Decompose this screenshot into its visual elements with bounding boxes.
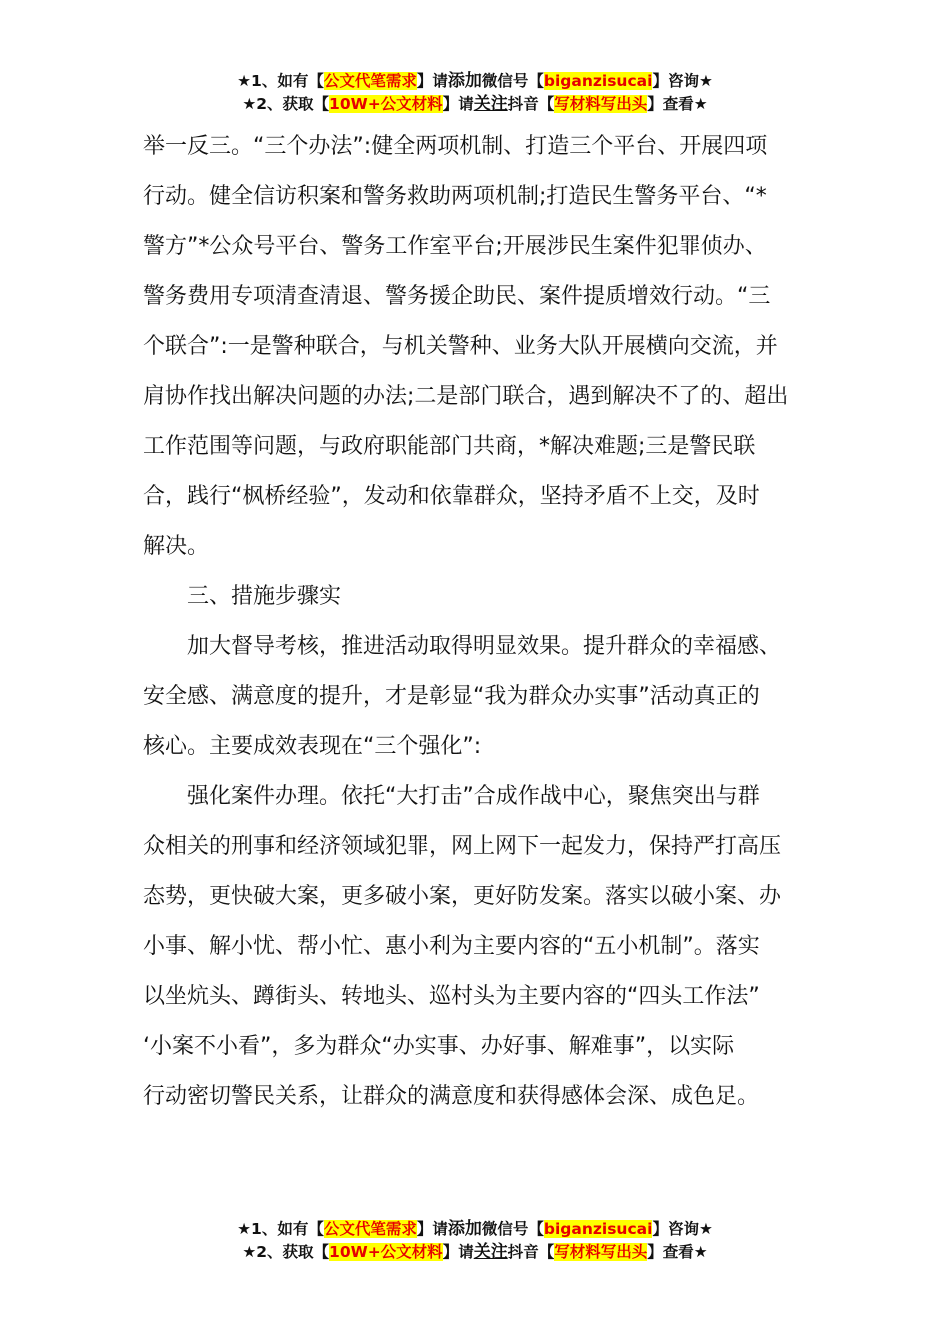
promo-emphasis: 添加 [447, 71, 482, 91]
promo-text: 微信号【 [481, 72, 544, 90]
document-body [143, 122, 807, 1122]
promo-text: 】查看★ [647, 1243, 708, 1261]
section-heading: 三、措施步骤实 [187, 584, 342, 609]
promo-text: 】请 [416, 1220, 448, 1238]
promo-text: ★2、获取【 [242, 95, 330, 113]
promo-highlight: 10W+公文材料 [329, 95, 443, 113]
promo-text: ★1、如有【 [237, 1220, 324, 1238]
body-line: 解决。 [143, 534, 210, 559]
promo-emphasis: 关注 [473, 94, 508, 114]
promo-line-2 [0, 1241, 950, 1264]
promo-text: 】请 [442, 95, 474, 113]
promo-highlight: 10W+公文材料 [329, 1243, 443, 1261]
body-line: 小事、解小忧、帮小忙、惠小利为主要内容的“五小机制”。落实 [143, 934, 760, 959]
promo-highlight: 写材料写出头 [554, 95, 648, 113]
body-line: 个联合”:一是警种联合，与机关警种、业务大队开展横向交流，并 [143, 334, 778, 359]
promo-text: ★2、获取【 [242, 1243, 330, 1261]
body-line: 以坐炕头、蹲街头、转地头、巡村头为主要内容的“四头工作法” [143, 984, 760, 1009]
promo-text: 】查看★ [647, 95, 708, 113]
promo-emphasis: 关注 [473, 1242, 508, 1262]
promo-highlight: biganzisucai [543, 1220, 653, 1238]
body-line: 加大督导考核，推进活动取得明显效果。提升群众的幸福感、 [187, 634, 782, 659]
body-line: 举一反三。“三个办法”:健全两项机制、打造三个平台、开展四项 [143, 134, 768, 159]
body-line: 警务费用专项清查清退、警务援企助民、案件提质增效行动。“三 [143, 284, 771, 309]
body-line: 核心。主要成效表现在“三个强化”: [143, 734, 482, 759]
body-line: 安全感、满意度的提升，才是彰显“我为群众办实事”活动真正的 [143, 684, 760, 709]
body-line: ‘小案不小看”，多为群众“办实事、办好事、解难事”，以实际 [143, 1034, 735, 1059]
body-line: 警方”*公众号平台、警务工作室平台;开展涉民生案件犯罪侦办、 [143, 234, 767, 259]
promo-line-1 [0, 1218, 950, 1241]
promo-text: 】咨询★ [652, 1220, 713, 1238]
promo-text: ★1、如有【 [237, 72, 324, 90]
promo-text: 抖音【 [507, 95, 555, 113]
body-line: 强化案件办理。依托“大打击”合成作战中心，聚焦突出与群 [187, 784, 760, 809]
promo-text: 】咨询★ [652, 72, 713, 90]
body-line: 态势，更快破大案，更多破小案，更好防发案。落实以破小案、办 [143, 884, 782, 909]
body-line: 众相关的刑事和经济领域犯罪，网上网下一起发力，保持严打高压 [143, 834, 782, 859]
promo-text: 抖音【 [507, 1243, 555, 1261]
body-line: 行动密切警民关系，让群众的满意度和获得感体会深、成色足。 [143, 1084, 760, 1109]
promo-emphasis: 添加 [447, 1219, 482, 1239]
promo-line-1 [0, 70, 950, 93]
promo-header [0, 70, 950, 116]
promo-text: 微信号【 [481, 1220, 544, 1238]
body-line: 肩协作找出解决问题的办法;二是部门联合，遇到解决不了的、超出 [143, 384, 789, 409]
promo-footer [0, 1218, 950, 1264]
promo-highlight: 公文代笔需求 [323, 72, 417, 90]
promo-highlight: 写材料写出头 [554, 1243, 648, 1261]
promo-highlight: 公文代笔需求 [323, 1220, 417, 1238]
promo-text: 】请 [442, 1243, 474, 1261]
body-line: 行动。健全信访积案和警务救助两项机制;打造民生警务平台、“* [143, 184, 767, 209]
promo-highlight: biganzisucai [543, 72, 653, 90]
promo-text: 】请 [416, 72, 448, 90]
body-line: 合，践行“枫桥经验”，发动和依靠群众，坚持矛盾不上交，及时 [143, 484, 760, 509]
promo-line-2 [0, 93, 950, 116]
body-line: 工作范围等问题，与政府职能部门共商，*解决难题;三是警民联 [143, 434, 756, 459]
